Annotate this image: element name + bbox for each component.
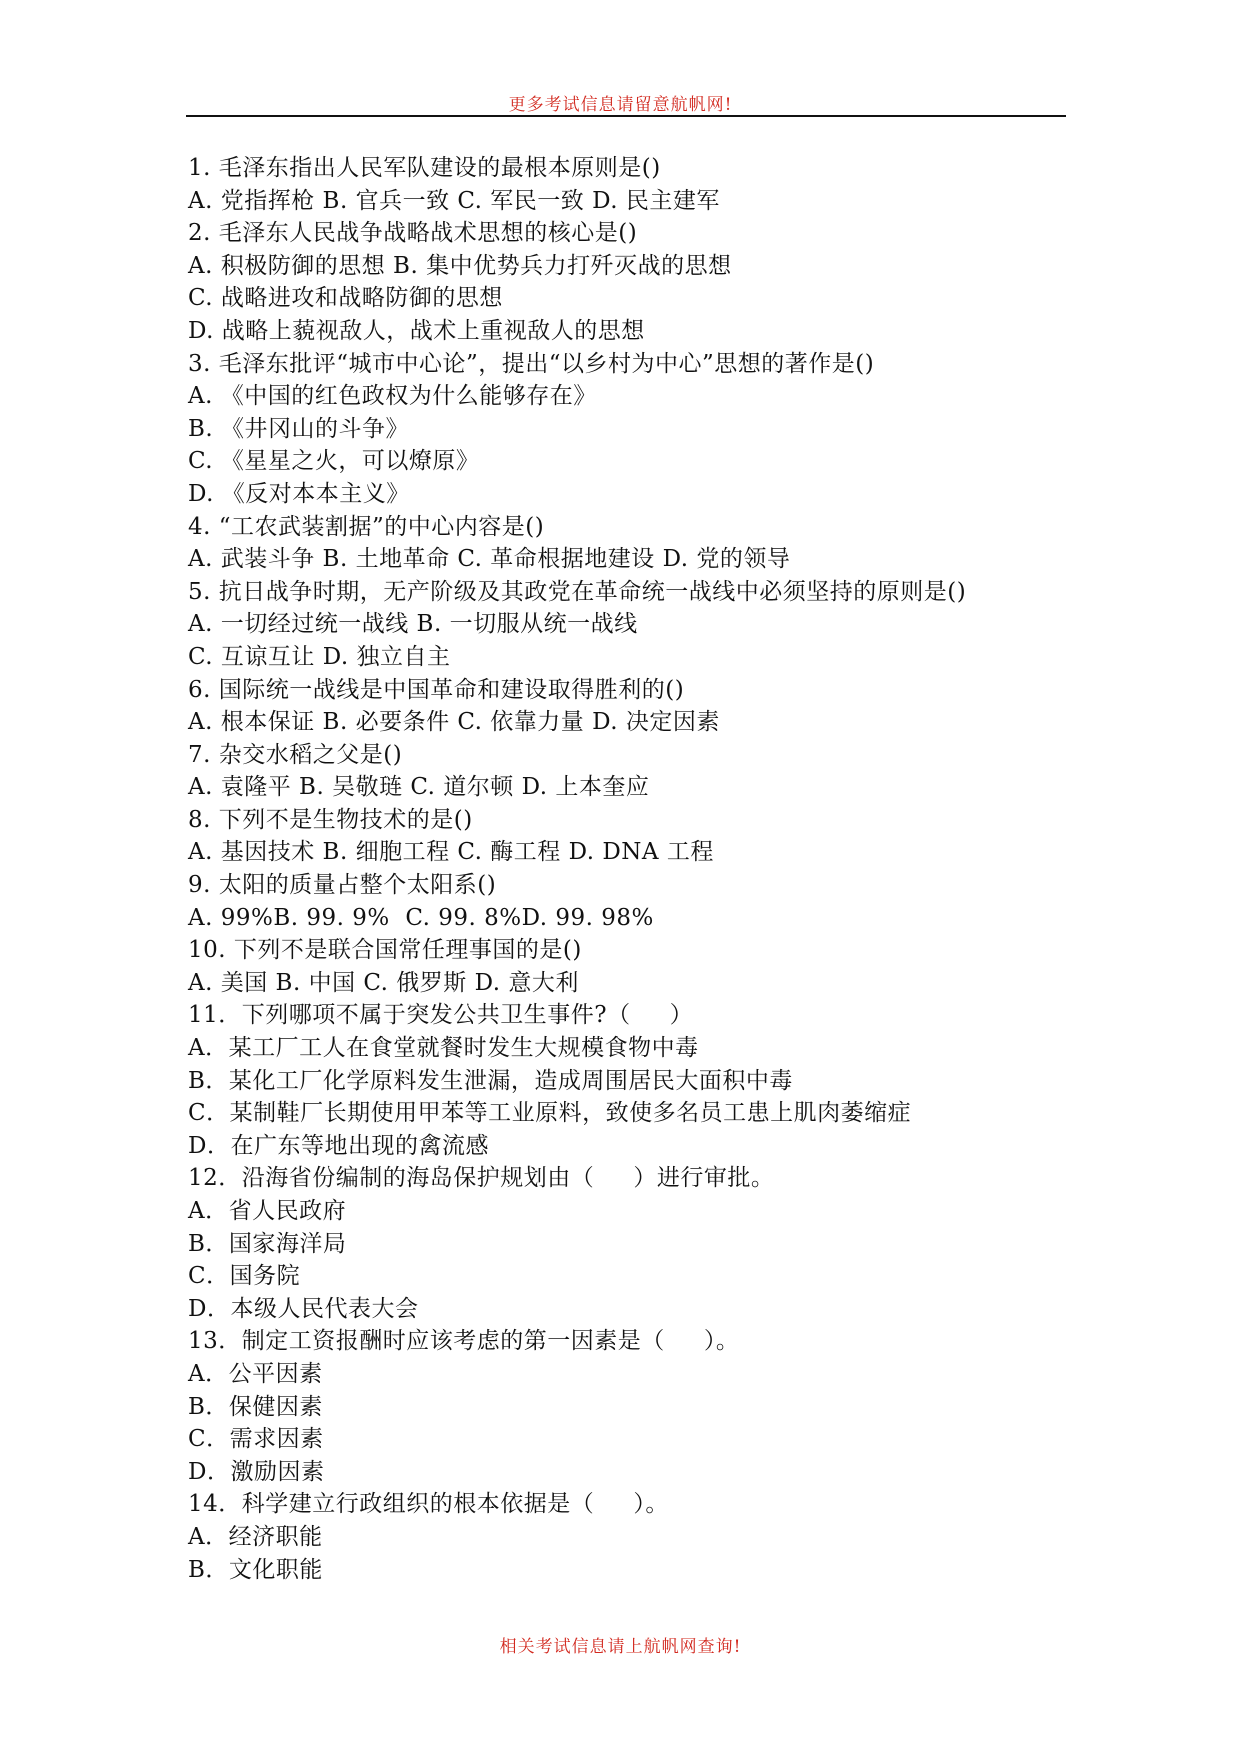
text-line: D．本级人民代表大会	[188, 1295, 419, 1322]
text-line: A．省人民政府	[188, 1198, 347, 1224]
text-line: D．在广东等地出现的禽流感	[188, 1132, 489, 1159]
text-line: A．经济职能	[188, 1523, 323, 1550]
text-line: A. 根本保证 B. 必要条件 C. 依靠力量 D. 决定因素	[188, 709, 720, 736]
text-line: 6. 国际统一战线是中国革命和建设取得胜利的()	[188, 676, 685, 703]
question-list	[188, 152, 1088, 1586]
text-line: C. 战略进攻和战略防御的思想	[188, 285, 503, 312]
text-line: A. 基因技术 B. 细胞工程 C. 酶工程 D. DNA 工程	[188, 839, 714, 866]
text-line: A. 积极防御的思想 B. 集中优势兵力打歼灭战的思想	[188, 252, 732, 279]
text-line: A. 袁隆平 B. 吴敬琏 C. 道尔顿 D. 上本奎应	[188, 774, 650, 801]
text-line: D．激励因素	[188, 1458, 325, 1485]
text-line: C．需求因素	[188, 1426, 324, 1453]
text-line: A. 99%B. 99. 9% C. 99. 8%D. 99. 98%	[188, 904, 654, 931]
text-line: C. 互谅互让 D. 独立自主	[188, 643, 451, 670]
text-line: A. 党指挥枪 B. 官兵一致 C. 军民一致 D. 民主建军	[188, 187, 720, 214]
text-line: C．某制鞋厂长期使用甲苯等工业原料，致使多名员工患上肌肉萎缩症	[188, 1100, 912, 1127]
text-line: 5. 抗日战争时期，无产阶级及其政党在革命统一战线中必须坚持的原则是()	[188, 578, 967, 605]
text-line: D. 《反对本本主义》	[188, 480, 410, 507]
text-line: 7. 杂交水稻之父是()	[188, 741, 403, 768]
text-line: B．文化职能	[188, 1556, 323, 1583]
text-line: A. 美国 B. 中国 C. 俄罗斯 D. 意大利	[188, 969, 579, 996]
text-line: A．公平因素	[188, 1360, 323, 1387]
text-line: B. 《井冈山的斗争》	[188, 415, 410, 442]
text-line: C. 《星星之火，可以燎原》	[188, 448, 480, 475]
text-line: 2. 毛泽东人民战争战略战术思想的核心是()	[188, 220, 638, 247]
text-line: D. 战略上藐视敌人，战术上重视敌人的思想	[188, 317, 645, 344]
text-line: B．某化工厂化学原料发生泄漏，造成周围居民大面积中毒	[188, 1067, 793, 1094]
text-line: 3. 毛泽东批评“城市中心论”，提出“以乡村为中心”思想的著作是()	[188, 350, 875, 377]
text-line: 4. “工农武装割据”的中心内容是()	[188, 513, 545, 540]
text-line: 10. 下列不是联合国常任理事国的是()	[188, 937, 582, 964]
text-line: A. 《中国的红色政权为什么能够存在》	[188, 383, 597, 410]
text-line: A. 武装斗争 B. 土地革命 C. 革命根据地建设 D. 党的领导	[188, 546, 791, 573]
text-line: 14．科学建立行政组织的根本依据是（ ）。	[188, 1491, 669, 1518]
text-line: 13．制定工资报酬时应该考虑的第一因素是（ ）。	[188, 1328, 740, 1355]
page-footer: 相关考试信息请上航帆网查询!	[499, 1637, 742, 1657]
text-line: A. 一切经过统一战线 B. 一切服从统一战线	[188, 611, 638, 638]
text-line: 9. 太阳的质量占整个太阳系()	[188, 872, 497, 899]
text-line: B．保健因素	[188, 1393, 323, 1420]
text-line: B．国家海洋局	[188, 1230, 347, 1257]
text-line: A．某工厂工人在食堂就餐时发生大规模食物中毒	[188, 1035, 699, 1062]
header-divider	[186, 115, 1066, 117]
text-line: C．国务院	[188, 1263, 301, 1290]
text-line: 8. 下列不是生物技术的是()	[188, 806, 473, 833]
text-line: 12．沿海省份编制的海岛保护规划由（ ）进行审批。	[188, 1165, 775, 1192]
text-line: 11．下列哪项不属于突发公共卫生事件?（ ）	[188, 1002, 694, 1029]
text-line: 1. 毛泽东指出人民军队建设的最根本原则是()	[188, 155, 661, 181]
page-header: 更多考试信息请留意航帆网!	[508, 95, 733, 115]
